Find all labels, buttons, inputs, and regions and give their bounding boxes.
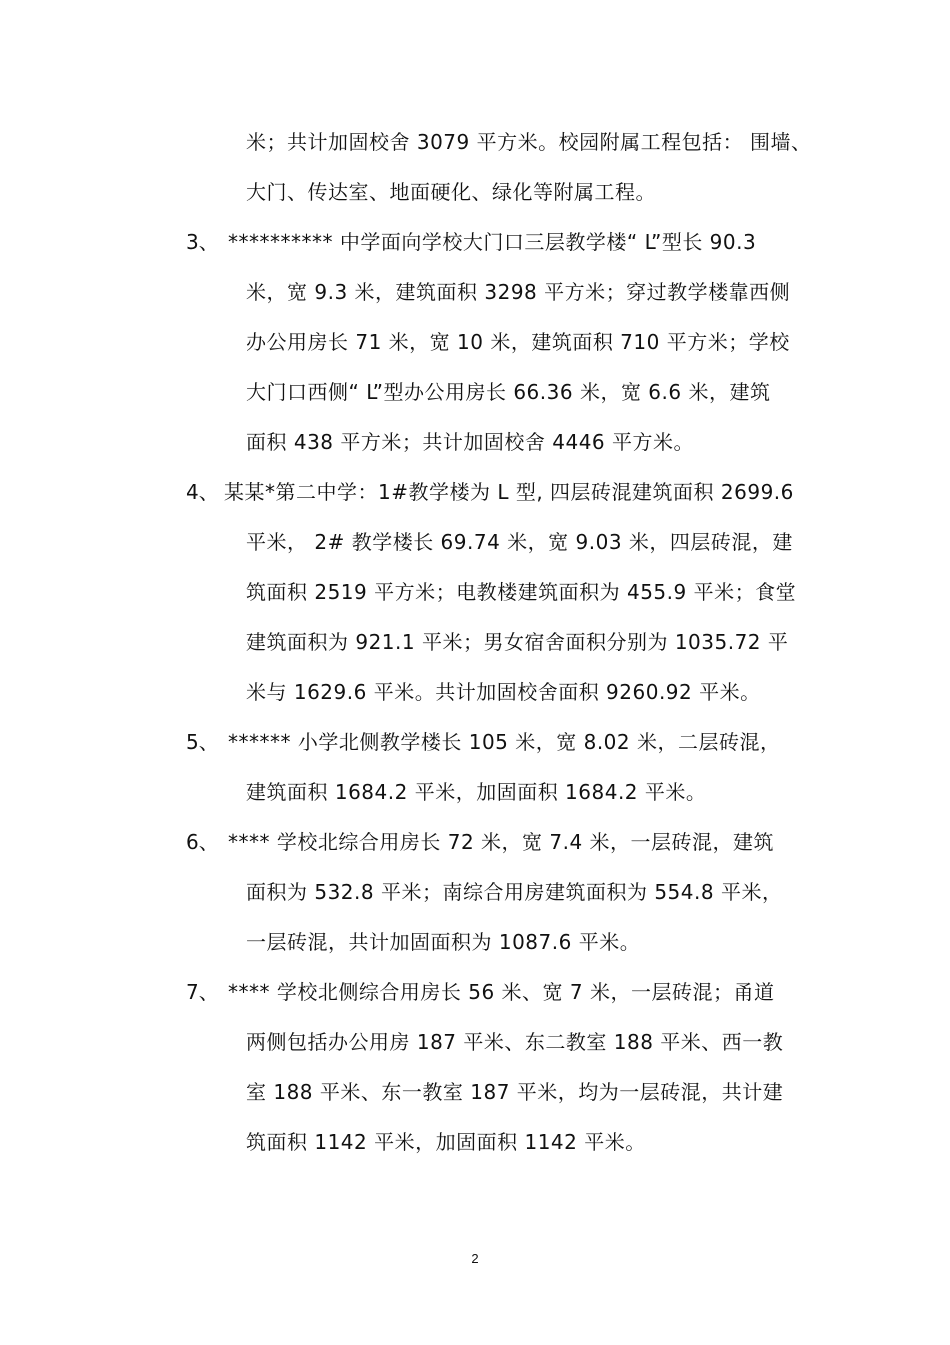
- text-line: **** 学校北侧综合用房长 56 米、宽 7 米，一层砖混；甬道: [228, 980, 775, 1004]
- text-line: 米与 1629.6 平米。共计加固校舍面积 9260.92 平米。: [246, 680, 761, 704]
- item-number: 3、: [186, 230, 219, 254]
- text-line: 两侧包括办公用房 187 平米、东二教室 188 平米、西一教: [246, 1030, 784, 1054]
- text-line: 大门、传达室、地面硬化、绿化等附属工程。: [246, 180, 656, 204]
- text-line: 建筑面积 1684.2 平米，加固面积 1684.2 平米。: [246, 780, 707, 804]
- text-line: 办公用房长 71 米，宽 10 米，建筑面积 710 平方米；学校: [246, 330, 790, 354]
- text-line: ********** 中学面向学校大门口三层教学楼“ L”型长 90.3: [228, 230, 757, 254]
- text-line: 某某*第二中学：1#教学楼为 L 型, 四层砖混建筑面积 2699.6: [224, 480, 794, 504]
- text-line: 平米， 2# 教学楼长 69.74 米，宽 9.03 米，四层砖混，建: [246, 530, 793, 554]
- page-number: 2: [471, 1251, 479, 1266]
- text-line: 大门口西侧“ L”型办公用房长 66.36 米，宽 6.6 米，建筑: [246, 380, 771, 404]
- text-line: 一层砖混，共计加固面积为 1087.6 平米。: [246, 930, 641, 954]
- text-line: 米，宽 9.3 米，建筑面积 3298 平方米；穿过教学楼靠西侧: [246, 280, 791, 304]
- item-number: 6、: [186, 830, 219, 854]
- text-line: ****** 小学北侧教学楼长 105 米，宽 8.02 米，二层砖混，: [228, 730, 781, 754]
- text-line: 筑面积 1142 平米，加固面积 1142 平米。: [246, 1130, 646, 1154]
- text-line: 面积为 532.8 平米；南综合用房建筑面积为 554.8 平米，: [246, 880, 783, 904]
- text-line: 室 188 平米、东一教室 187 平米，均为一层砖混，共计建: [246, 1080, 784, 1104]
- item-number: 4、: [186, 480, 219, 504]
- item-number: 7、: [186, 980, 219, 1004]
- item-number: 5、: [186, 730, 219, 754]
- text-line: 米；共计加固校舍 3079 平方米。校园附属工程包括： 围墙、: [246, 130, 812, 154]
- text-line: **** 学校北综合用房长 72 米，宽 7.4 米，一层砖混，建筑: [228, 830, 775, 854]
- text-line: 筑面积 2519 平方米；电教楼建筑面积为 455.9 平米；食堂: [246, 580, 797, 604]
- text-line: 面积 438 平方米；共计加固校舍 4446 平方米。: [246, 430, 695, 454]
- text-line: 建筑面积为 921.1 平米；男女宿舍面积分别为 1035.72 平: [246, 630, 789, 654]
